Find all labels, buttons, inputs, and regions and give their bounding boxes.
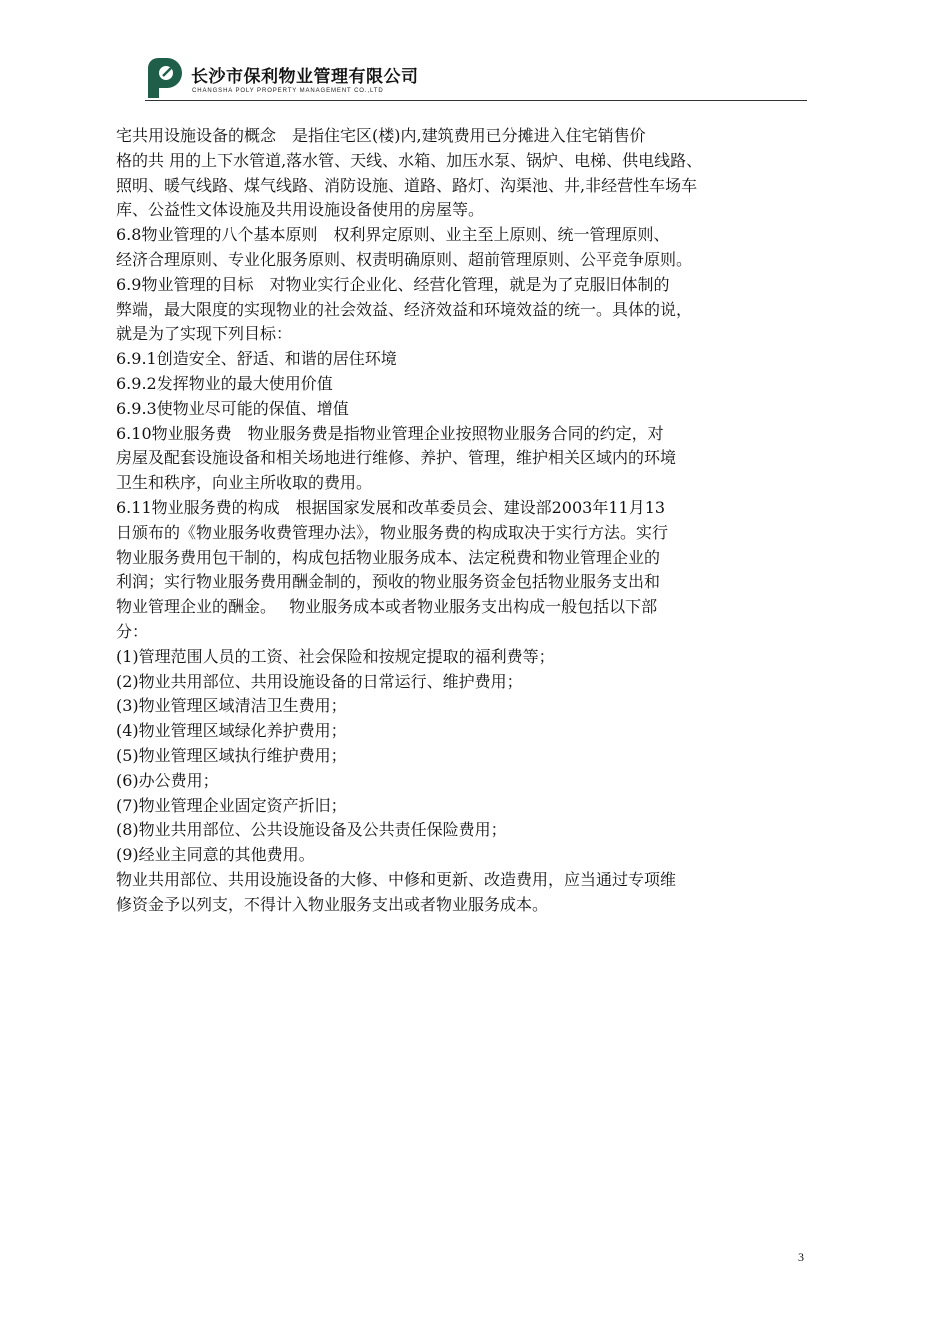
body-line: 修资金予以列支，不得计入物业服务支出或者物业服务成本。 (116, 894, 549, 914)
body-line: 分： (116, 621, 149, 641)
list-item: (8)物业共用部位、公共设施设备及公共责任保险费用； (116, 820, 507, 840)
body-line: 照明、暖气线路、煤气线路、消防设施、道路、路灯、沟渠池、井,非经营性车场车 (116, 175, 698, 195)
body-line: 库、公益性文体设施及共用设施设备使用的房屋等。 (116, 200, 485, 220)
list-item: (6)办公费用； (116, 770, 219, 790)
body-line: 6.8物业管理的八个基本原则 权利界定原则、业主至上原则、统一管理原则、 (116, 225, 670, 245)
body-line: 6.9.2发挥物业的最大使用价值 (116, 373, 333, 393)
body-line: 宅共用设施设备的概念 是指住宅区(楼)内,建筑费用已分摊进入住宅销售价 (116, 126, 646, 145)
poly-p-logo-icon (145, 58, 185, 98)
page-header (145, 58, 807, 104)
body-line: 卫生和秩序，向业主所收取的费用。 (116, 473, 373, 493)
list-item: (7)物业管理企业固定资产折旧； (116, 795, 347, 815)
list-item: (3)物业管理区域清洁卫生费用； (116, 696, 347, 716)
list-item: (2)物业共用部位、共用设施设备的日常运行、维护费用； (116, 671, 523, 691)
body-line: 物业共用部位、共用设施设备的大修、中修和更新、改造费用，应当通过专项维 (116, 869, 677, 889)
body-line: 6.11物业服务费的构成 根据国家发展和改革委员会、建设部2003年11月13 (116, 497, 666, 517)
company-name-english: CHANGSHA POLY PROPERTY MANAGEMENT CO.,LTD (192, 88, 384, 94)
body-line: 6.9物业管理的目标 对物业实行企业化、经营化管理，就是为了克服旧体制的 (116, 274, 670, 294)
body-line: 就是为了实现下列目标： (116, 324, 293, 344)
document-body (116, 124, 786, 918)
body-line: 6.9.1创造安全、舒适、和谐的居住环境 (116, 349, 397, 369)
body-line: 弊端，最大限度的实现物业的社会效益、经济效益和环境效益的统一。具体的说， (116, 299, 693, 319)
list-item: (4)物业管理区域绿化养护费用； (116, 721, 347, 741)
company-name-chinese: 长沙市保利物业管理有限公司 (191, 67, 419, 87)
page-number: 3 (798, 1250, 804, 1264)
body-line: 日颁布的《物业服务收费管理办法》，物业服务费的构成取决于实行方法。实行 (116, 522, 669, 542)
body-line: 6.9.3使物业尽可能的保值、增值 (116, 398, 349, 418)
list-item: (5)物业管理区域执行维护费用； (116, 745, 347, 765)
body-line: 物业管理企业的酬金。 物业服务成本或者物业服务支出构成一般包括以下部 (116, 597, 658, 617)
list-item: (1)管理范围人员的工资、社会保险和按规定提取的福利费等； (116, 646, 555, 666)
body-line: 格的共 用的上下水管道,落水管、天线、水箱、加压水泵、锅炉、电梯、供电线路、 (116, 150, 703, 170)
list-item: (9)经业主同意的其他费用。 (116, 845, 315, 865)
body-line: 物业服务费用包干制的，构成包括物业服务成本、法定税费和物业管理企业的 (116, 547, 661, 567)
body-line: 经济合理原则、专业化服务原则、权责明确原则、超前管理原则、公平竞争原则。 (116, 249, 693, 269)
body-line: 利润；实行物业服务费用酬金制的，预收的物业服务资金包括物业服务支出和 (116, 572, 661, 592)
body-line: 6.10物业服务费 物业服务费是指物业管理企业按照物业服务合同的约定，对 (116, 423, 664, 443)
body-line: 房屋及配套设施设备和相关场地进行维修、养护、管理，维护相关区域内的环境 (116, 448, 677, 468)
header-divider (145, 100, 807, 101)
